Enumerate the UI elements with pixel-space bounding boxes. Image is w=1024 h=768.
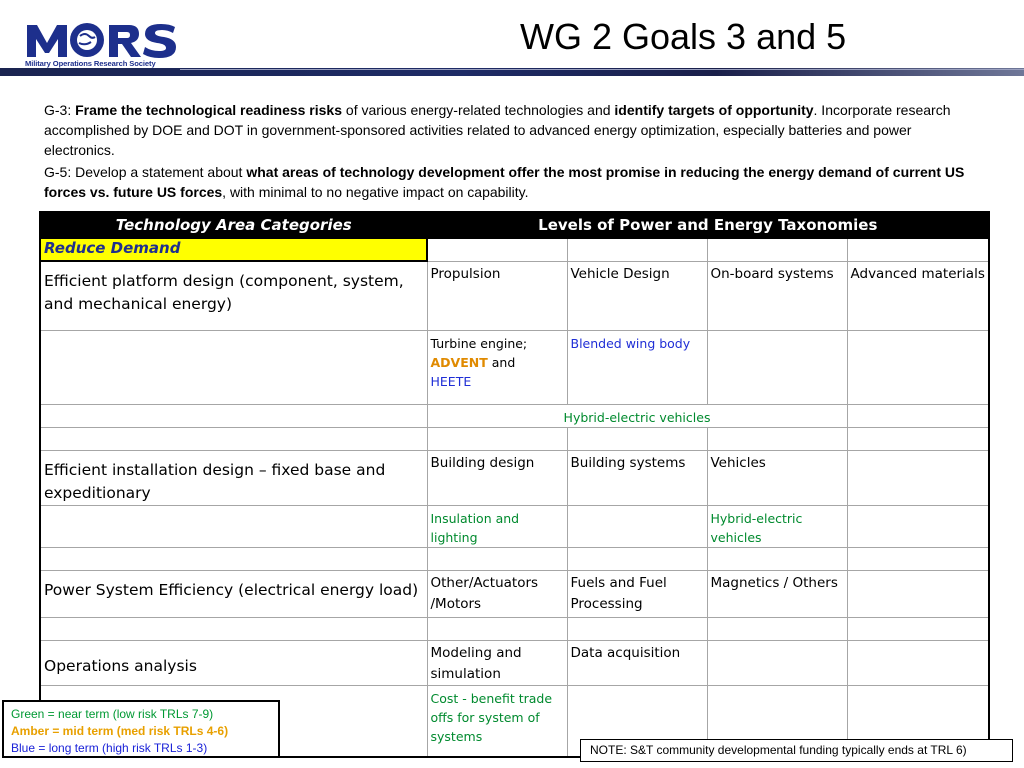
table-cell	[707, 238, 847, 261]
header-divider-line	[180, 69, 1024, 70]
blended-wing-body: Blended wing body	[567, 330, 707, 404]
level-vehicle-design: Vehicle Design	[567, 261, 707, 330]
taxonomy-table-wrapper	[39, 211, 990, 758]
table-cell	[40, 404, 427, 427]
table-cell	[567, 617, 707, 640]
table-cell	[847, 404, 989, 427]
table-row	[40, 330, 989, 404]
header-technology-categories: Technology Area Categories	[40, 212, 427, 238]
table-cell	[427, 427, 567, 450]
legend-blue: Blue = long term (high risk TRLs 1-3)	[11, 741, 208, 755]
table-cell	[707, 617, 847, 640]
goal-3-text-2: . Incorporate research accomplished by DOE and DOT in government-sponsored activities related to advanced energy optimization, especially batteries and power electronics.	[44, 102, 951, 158]
table-cell	[847, 427, 989, 450]
table-cell	[427, 617, 567, 640]
goal-3-text	[44, 100, 979, 160]
taxonomy-table	[39, 211, 990, 758]
goal-5-bold: what areas of technology development offer the most promise in reducing the energy demand of current US forces vs. future US forces	[44, 164, 965, 200]
table-cell	[40, 547, 427, 570]
table-row	[40, 427, 989, 450]
mors-logo	[25, 19, 180, 71]
goal-3-text-1: of various energy-related technologies and	[342, 102, 615, 118]
mors-logo-mark	[25, 19, 180, 59]
level-propulsion: Propulsion	[427, 261, 567, 330]
table-cell	[427, 547, 567, 570]
table-row	[40, 547, 989, 570]
category-operations-analysis: Operations analysis	[40, 640, 427, 685]
goal-3-bold-2: identify targets of opportunity	[614, 102, 814, 118]
table-row	[40, 450, 989, 505]
level-onboard-systems: On-board systems	[707, 261, 847, 330]
table-cell	[567, 547, 707, 570]
heete-text: HEETE	[430, 373, 472, 389]
level-magnetics-others: Magnetics / Others	[707, 570, 847, 617]
level-building-design: Building design	[427, 450, 567, 505]
level-advanced-materials: Advanced materials	[847, 261, 989, 330]
level-fuels-processing: Fuels and Fuel Processing	[567, 570, 707, 617]
trl-legend	[2, 700, 280, 758]
goal-3-label: G-3:	[44, 102, 76, 118]
logo-subtitle: Military Operations Research Society	[25, 59, 156, 68]
turbine-engine-text: Turbine engine;	[430, 335, 528, 351]
goal-5-label: G-5: Develop a statement about	[44, 164, 247, 180]
table-cell	[567, 238, 707, 261]
table-cell	[567, 427, 707, 450]
table-row	[40, 570, 989, 617]
advent-text: ADVENT	[430, 354, 488, 370]
table-cell	[707, 427, 847, 450]
category-platform-design: Efficient platform design (component, system, and mechanical energy)	[40, 261, 427, 330]
table-cell	[847, 238, 989, 261]
header-power-energy-taxonomies: Levels of Power and Energy Taxonomies	[427, 212, 989, 238]
table-cell	[427, 238, 567, 261]
table-cell	[847, 640, 989, 685]
table-cell	[847, 547, 989, 570]
hybrid-electric-vehicles-span: Hybrid-electric vehicles	[427, 404, 847, 427]
table-row	[40, 640, 989, 685]
cost-benefit-tradeoffs: Cost - benefit trade offs for system of systems	[427, 685, 567, 757]
category-installation-design: Efficient installation design – fixed base and expeditionary	[40, 450, 427, 505]
legend-amber: Amber = mid term (med risk TRLs 4-6)	[11, 724, 229, 738]
legend-green: Green = near term (low risk TRLs 7-9)	[11, 707, 214, 721]
table-cell	[567, 505, 707, 547]
table-row	[40, 404, 989, 427]
table-header-row	[40, 212, 989, 238]
level-building-systems: Building systems	[567, 450, 707, 505]
insulation-lighting: Insulation and lighting	[427, 505, 567, 547]
table-cell	[847, 617, 989, 640]
table-cell	[707, 640, 847, 685]
turbine-engine-cell	[427, 330, 567, 404]
table-cell	[40, 427, 427, 450]
reduce-demand-label: Reduce Demand	[40, 238, 427, 261]
level-actuators-motors: Other/Actuators /Motors	[427, 570, 567, 617]
and-text: and	[487, 354, 516, 370]
level-data-acquisition: Data acquisition	[567, 640, 707, 685]
goal-3-bold-1: Frame the technological readiness risks	[75, 102, 343, 118]
category-power-system: Power System Efficiency (electrical energy load)	[40, 570, 427, 617]
table-cell	[40, 617, 427, 640]
level-modeling-simulation: Modeling and simulation	[427, 640, 567, 685]
table-cell	[40, 505, 427, 547]
table-cell	[40, 330, 427, 404]
table-row	[40, 617, 989, 640]
hybrid-electric-vehicles: Hybrid-electric vehicles	[707, 505, 847, 547]
table-cell	[847, 505, 989, 547]
table-row	[40, 261, 989, 330]
goal-5-text-rest: , with minimal to no negative impact on capability.	[222, 184, 529, 200]
level-vehicles: Vehicles	[707, 450, 847, 505]
goal-5-text	[44, 162, 979, 202]
table-cell	[847, 450, 989, 505]
table-cell	[707, 330, 847, 404]
table-row	[40, 505, 989, 547]
page-title: WG 2 Goals 3 and 5	[520, 16, 847, 57]
table-cell	[707, 547, 847, 570]
table-cell	[847, 570, 989, 617]
trl-funding-note: NOTE: S&T community developmental funding typically ends at TRL 6)	[580, 739, 1013, 762]
table-row	[40, 238, 989, 261]
table-cell	[847, 330, 989, 404]
